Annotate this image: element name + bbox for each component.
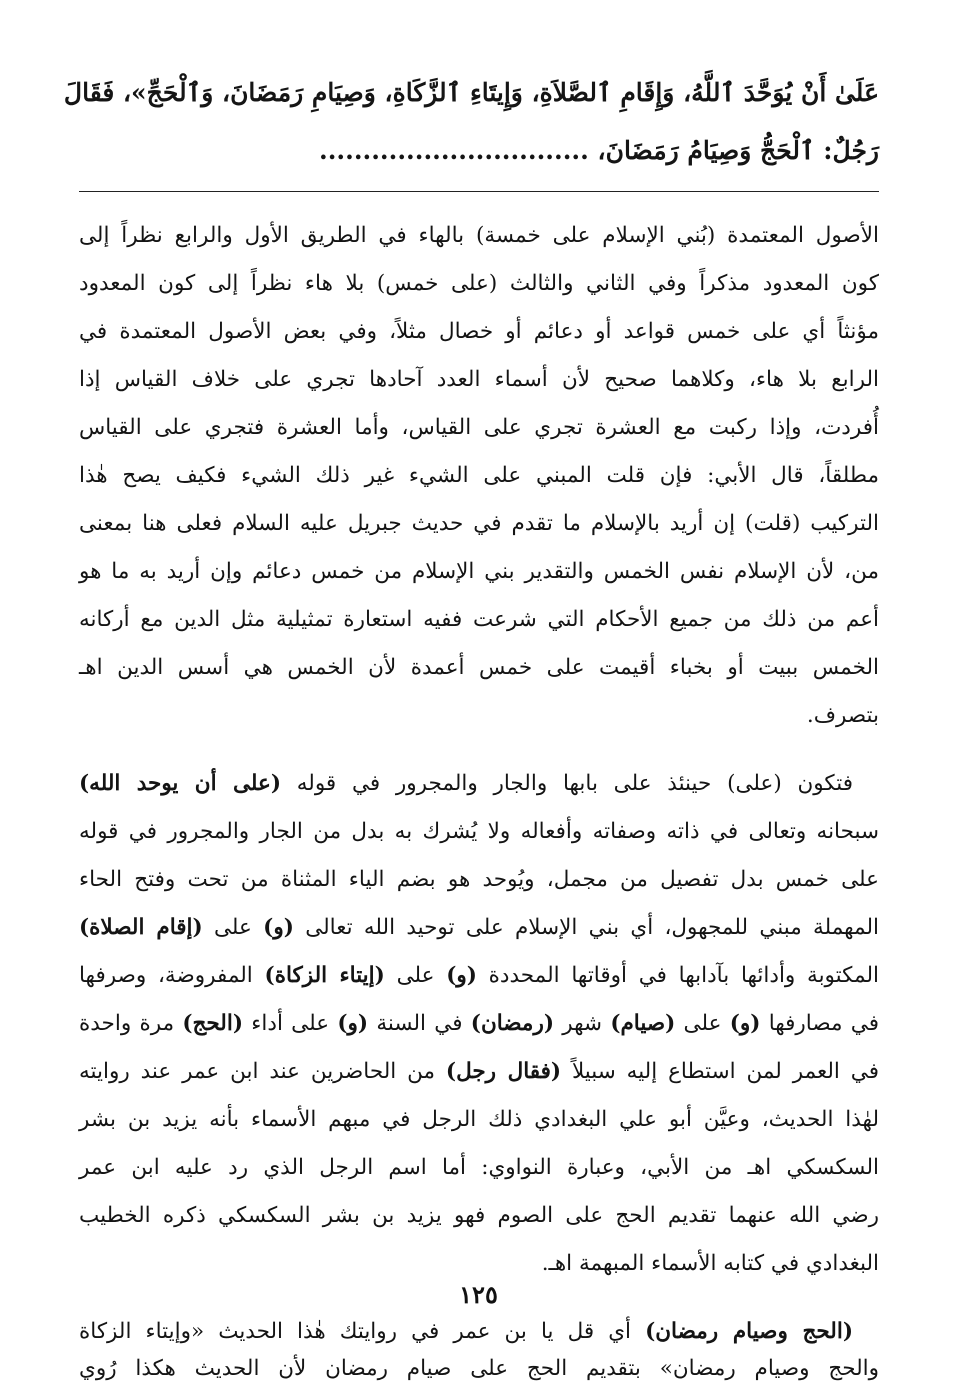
text-run: على — [384, 963, 447, 988]
explanation-line — [79, 1144, 879, 1192]
hadith-line-2: رَجُلٌ: ٱلْحَجُّ وَصِيَامُ رَمَضَانَ، ............................... — [319, 136, 879, 165]
text-run: على — [675, 1011, 730, 1036]
bold-quote-run: (رمضان) — [470, 1011, 554, 1036]
commentary-line: مؤنثاً أي على خمس قواعد أو دعائم أو خصال مثلاً، وفي بعض الأصول المعتمدة في — [79, 319, 879, 344]
text-run: على خمس بدل تفصيل من مجمل، ويُوحد هو بضم الياء المثناة من تحت وفتح الحاء — [79, 867, 879, 892]
variant-line — [79, 1308, 853, 1356]
text-run: لهٰذا الحديث، وعيَّن أبو علي البغدادي ذلك الرجل في مبهم الأسماء بأنه يزيد بن بشر — [79, 1107, 879, 1132]
page-number: ١٢٥ — [459, 1280, 498, 1309]
variant-line — [79, 1356, 879, 1382]
explanation-line — [79, 1192, 879, 1240]
bold-quote-run: (الحج وصيام رمضان) — [645, 1319, 853, 1344]
bold-quote-run: (و) — [263, 915, 294, 940]
separator-rule — [79, 191, 879, 192]
bold-quote-run: (و) — [446, 963, 477, 988]
text-run: والحج وصيام رمضان» بتقديم الحج على صيام رمضان لأن الحديث هكذا رُوي — [79, 1356, 879, 1381]
text-run: المكتوبة وأدائها بآدابها في أوقاتها المحددة — [476, 963, 879, 988]
text-run: في مصارفها — [760, 1011, 879, 1036]
commentary-line: أُفردت، وإذا ركبت مع العشرة تجري على القياس، وأما العشرة فتجري على القياس — [79, 415, 879, 440]
commentary-line: كون المعدود مذكراً وفي الثاني والثالث (على خمس) بلا هاء نظراً إلى كون المعدود — [79, 271, 879, 296]
text-run: أي قل يا بن عمر في روايتك هٰذا الحديث «وإيتاء الزكاة — [79, 1319, 646, 1344]
commentary-line: الأصول المعتمدة (بُني الإسلام على خمسة) بالهاء في الطريق الأول والرابع نظراً إلى — [79, 223, 879, 248]
commentary-line: التركيب (قلت) إن أريد بالإسلام ما تقدم في حديث جبريل عليه السلام فعلى هنا بمعنى — [79, 511, 879, 536]
explanation-line — [79, 808, 879, 856]
text-run: على أداء — [243, 1011, 338, 1036]
bold-quote-run: (إيتاء الزكاة) — [264, 963, 385, 988]
text-run: شهر — [554, 1011, 611, 1036]
text-run: المفروضة، وصرفها — [79, 963, 265, 988]
commentary-line: مطلقاً، قال الأبي: فإن قلت المبني على الشيء غير ذلك الشيء فكيف يصح هٰذا — [79, 463, 879, 488]
text-run: في السنة — [368, 1011, 471, 1036]
bold-quote-run: (على أن يوحد الله) — [79, 771, 281, 796]
explanation-line — [79, 1096, 879, 1144]
text-run: فتكون (على) حينئذ على بابها والجار والمجرور في قوله — [281, 771, 853, 796]
text-run: سبحانه وتعالى في ذاته وصفاته وأفعاله ولا يُشرك به بدل من الجار والمجرور في قوله — [79, 819, 879, 844]
bold-quote-run: (فقال رجل) — [445, 1059, 562, 1084]
text-run: من الحاضرين عند ابن عمر عند روايته — [79, 1059, 446, 1084]
commentary-line: بتصرف. — [806, 703, 879, 728]
commentary-line: من، لأن الإسلام نفس الخمس والتقدير بني الإسلام من خمس دعائم وإن أريد به ما هو — [79, 559, 879, 584]
explanation-line — [79, 760, 853, 808]
text-run: على — [202, 915, 264, 940]
commentary-line: أعم من ذلك من جميع الأحكام التي شرعت ففيه استعارة تمثيلية مثل الدين مع أركانه — [79, 607, 879, 632]
text-run: في العمر لمن استطاع إليه سبيلاً — [561, 1059, 879, 1084]
commentary-line: الرابع بلا هاء، وكلاهما صحيح لأن أسماء العدد آحادها تجري على خلاف القياس إذا — [79, 367, 879, 392]
commentary-line: الخمس ببيت أو بخباء أقيمت على خمس أعمدة لأن الخمس هي أسس الدين اهـ — [79, 655, 879, 680]
bold-quote-run: (إقام الصلاة) — [79, 915, 203, 940]
bold-quote-run: (و) — [337, 1011, 369, 1036]
text-run: رضي الله عنهما تقديم الحج على الصوم فهو يزيد بن بشر السكسكي ذكره الخطيب — [79, 1203, 879, 1228]
bold-quote-run: (صيام) — [610, 1011, 676, 1036]
text-run: المهملة مبني للمجهول، أي بني الإسلام على توحيد الله تعالى — [293, 915, 879, 940]
explanation-line — [79, 1048, 879, 1096]
explanation-line — [79, 952, 879, 1000]
explanation-line — [79, 904, 879, 952]
hadith-line-1: عَلَىٰ أَنْ يُوَحَّدَ ٱللَّهُ، وَإِقَامِ ٱلصَّلاَةِ، وَإِيتَاءِ ٱلزَّكَاةِ، وَصِيَامِ رَمَضَانَ، وَٱلْحَجِّ»، فَقَالَ — [63, 78, 879, 107]
bold-quote-run: (الحج) — [182, 1011, 244, 1036]
explanation-line — [79, 856, 879, 904]
bold-quote-run: (و) — [729, 1011, 761, 1036]
explanation-line — [79, 1000, 879, 1048]
text-run: مرة واحدة — [79, 1011, 183, 1036]
text-run: السكسكي اهـ من الأبي، وعبارة النواوي: أما اسم الرجل الذي رد عليه ابن عمر — [79, 1155, 879, 1180]
text-run: البغدادي في كتابه الأسماء المبهمة اهـ. — [541, 1251, 879, 1276]
